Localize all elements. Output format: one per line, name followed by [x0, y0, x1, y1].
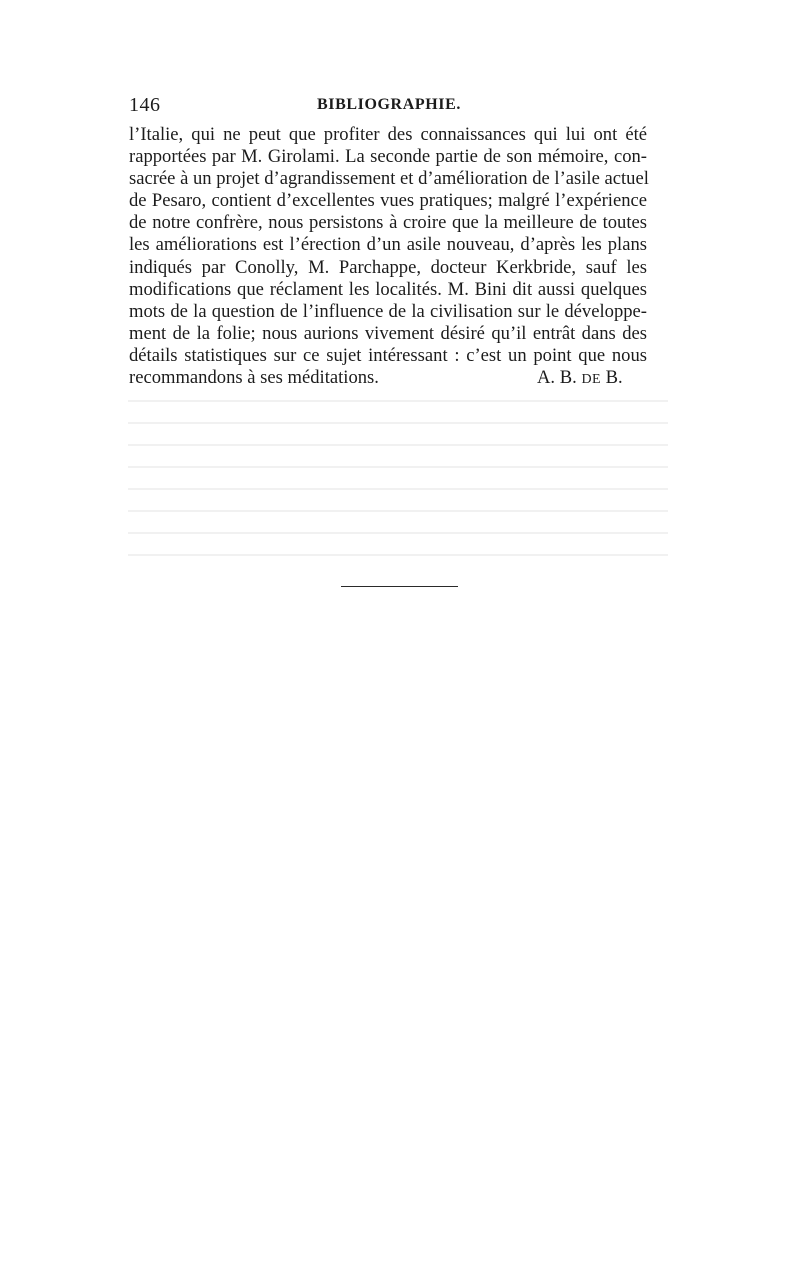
page-number: 146 — [129, 94, 161, 116]
text-line: modifications que réclament les localités. M. Bini dit aussi quelques — [129, 278, 647, 300]
last-text-line — [129, 367, 647, 389]
text-line: ment de la folie; nous aurions vivement désiré qu’il entrât dans des — [129, 322, 647, 344]
signature-final: B. — [605, 367, 623, 389]
text-line: l’Italie, qui ne peut que profiter des connaissances qui lui ont été — [129, 124, 647, 145]
show-through-texture — [128, 400, 668, 610]
signature-particle: DE — [581, 372, 601, 388]
text-line: les améliorations est l’érection d’un asile nouveau, d’après les plans — [129, 234, 647, 256]
text-line: sacrée à un projet d’agrandissement et d’amélioration de l’asile actuel — [129, 168, 649, 190]
text-line: de Pesaro, contient d’excellentes vues pratiques; malgré l’expérience — [129, 190, 647, 212]
text-line: rapportées par M. Girolami. La seconde partie de son mémoire, con- — [129, 146, 647, 168]
body-text — [129, 124, 647, 389]
running-title: BIBLIOGRAPHIE. — [317, 96, 461, 113]
section-end-rule — [341, 586, 458, 587]
text-line: indiqués par Conolly, M. Parchappe, docteur Kerkbride, sauf les — [129, 256, 647, 278]
running-head — [129, 94, 647, 118]
signature-initials: A. B. — [537, 367, 577, 389]
closing-text: recommandons à ses méditations. — [129, 367, 379, 389]
text-line: de notre confrère, nous persistons à croire que la meilleure de toutes — [129, 212, 647, 234]
text-line: détails statistiques sur ce sujet intéressant : c’est un point que nous — [129, 344, 647, 366]
text-line: mots de la question de l’influence de la civilisation sur le développe- — [129, 300, 647, 322]
author-signature — [537, 367, 623, 391]
